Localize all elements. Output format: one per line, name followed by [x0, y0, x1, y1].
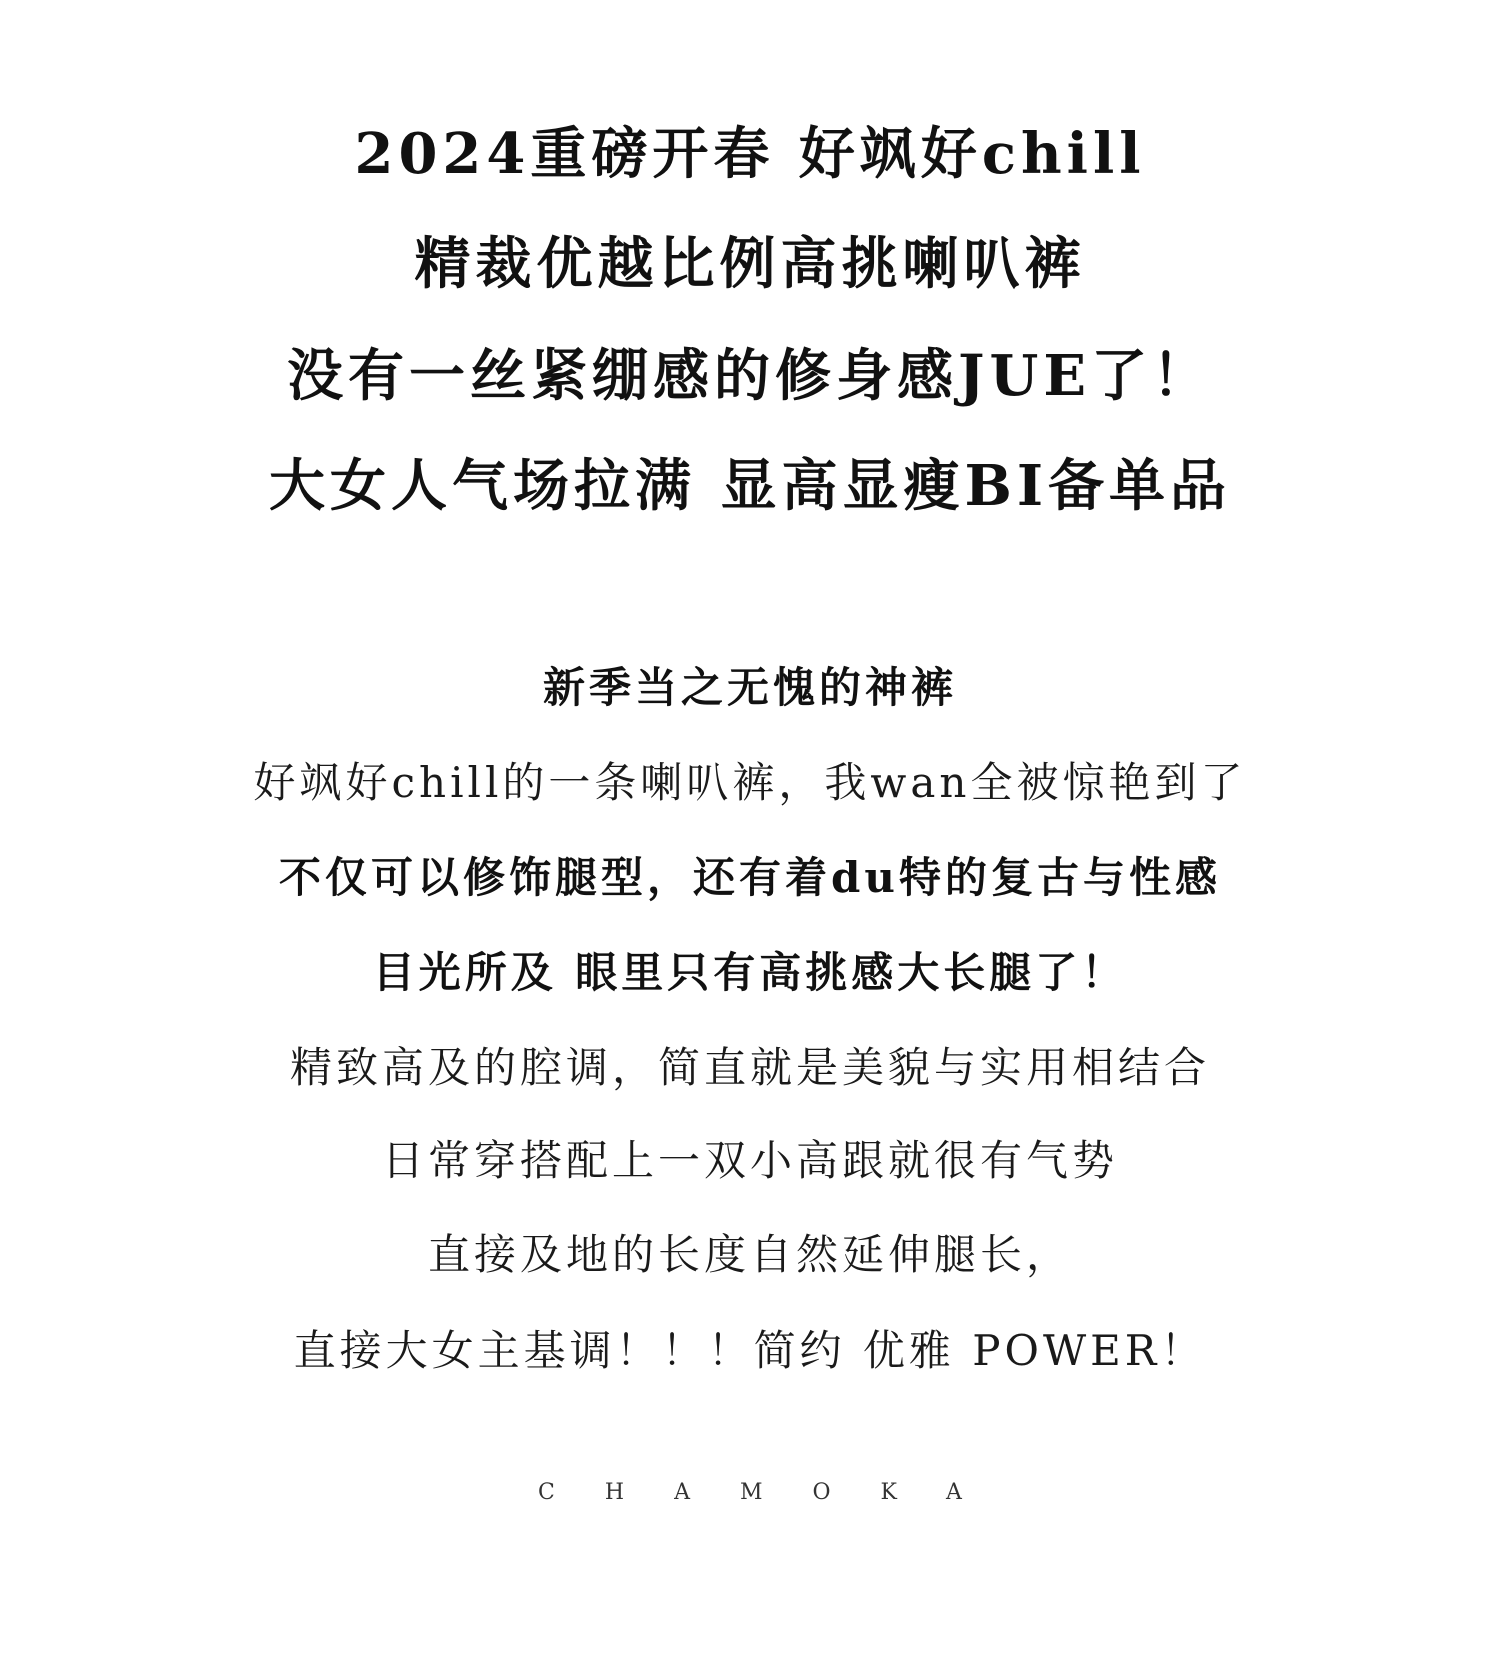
- body-line-7: 直接及地的长度自然延伸腿长，: [427, 1230, 1072, 1279]
- body-line-1: 新季当之无愧的神裤: [542, 663, 957, 712]
- brand-wordmark: CHAMOKA: [538, 1480, 1012, 1505]
- headline-line-3: 没有一丝紧绷感的修身感JUE了！: [286, 343, 1213, 409]
- body-line-2: 好飒好chill的一条喇叭裤，我wan全被惊艳到了: [253, 758, 1247, 807]
- body-line-3: 不仅可以修饰腿型，还有着du特的复古与性感: [279, 853, 1221, 902]
- body-line-6: 日常穿搭配上一双小高跟就很有气势: [381, 1136, 1118, 1185]
- body-line-5: 精致高及的腔调，简直就是美貌与实用相结合: [289, 1043, 1210, 1092]
- body-line-8: 直接大女主基调！！！简约 优雅 POWER！: [293, 1326, 1207, 1375]
- headline-line-4: 大女人气场拉满 显高显瘦BI备单品: [268, 453, 1232, 519]
- body-line-4: 目光所及 眼里只有高挑感大长腿了！: [372, 948, 1128, 997]
- headline-line-1: 2024重磅开春 好飒好chill: [354, 121, 1146, 187]
- headline-line-2: 精裁优越比例高挑喇叭裤: [414, 231, 1086, 297]
